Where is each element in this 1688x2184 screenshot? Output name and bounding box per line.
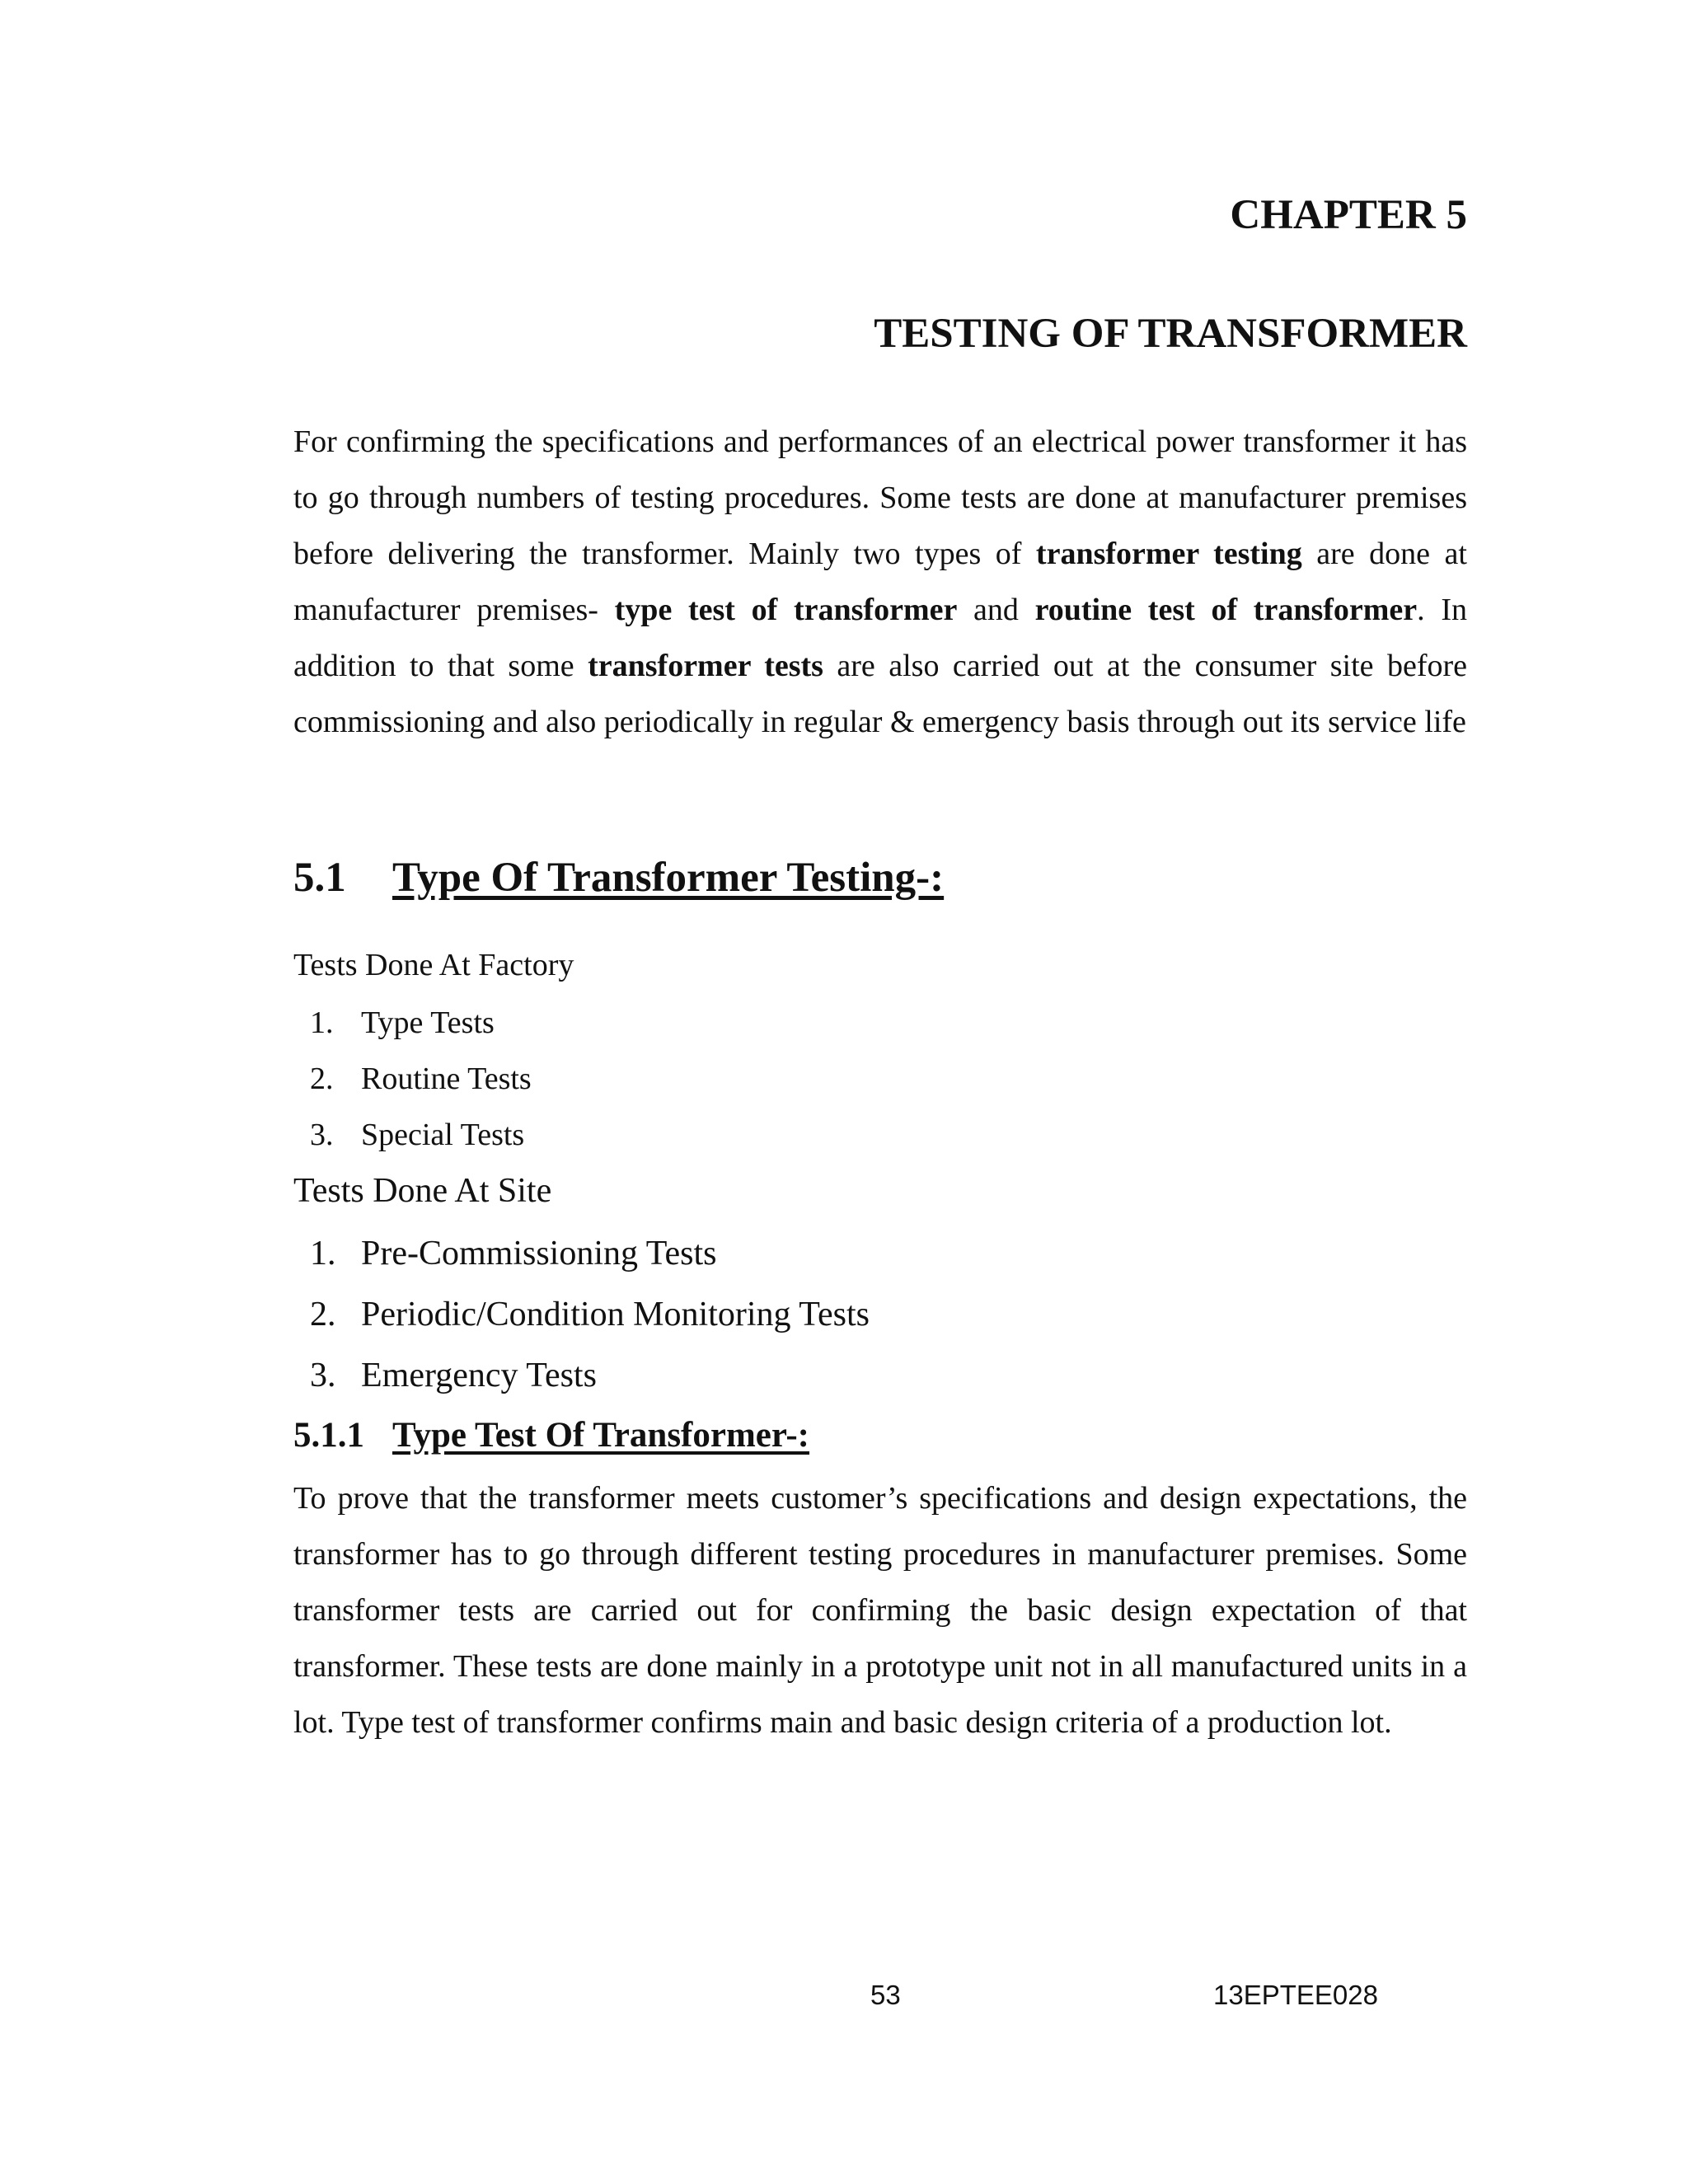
- intro-bold-transformer-tests: transformer tests: [588, 649, 823, 683]
- list-item: [310, 1297, 870, 1358]
- list-item-label: Routine Tests: [361, 1062, 532, 1096]
- list-item: [310, 1007, 532, 1063]
- list-item-label: Special Tests: [361, 1118, 525, 1152]
- section-heading-5-1-1: [293, 1418, 809, 1453]
- intro-text-1: For confirming the specifications and performances of an electrical power transformer it has to go through numbers of testing procedures. Some tests are done at manufacturer premises before delivering the transformer. Mainly two types of: [293, 424, 1467, 571]
- intro-text-5: are also carried out at the consumer site before commissioning and also periodically in regular & emergency basis through out its service life: [293, 649, 1468, 739]
- page-number: 53: [870, 1980, 901, 2010]
- list-item-label: Emergency Tests: [361, 1357, 597, 1394]
- intro-bold-transformer-testing: transformer testing: [1035, 537, 1302, 571]
- site-tests-list: [310, 1236, 870, 1419]
- list-item-label: Type Tests: [361, 1005, 495, 1040]
- list-item-number: 2.: [310, 1296, 336, 1333]
- chapter-title: TESTING OF TRANSFORMER: [874, 311, 1467, 357]
- list-item: [310, 1119, 532, 1175]
- section-title: Type Of Transformer Testing-:: [392, 855, 945, 901]
- intro-text-4: . In addition to that some: [293, 593, 1467, 683]
- intro-bold-type-test: type test of transformer: [614, 593, 958, 627]
- subsection-title: Type Test Of Transformer-:: [392, 1416, 809, 1455]
- site-tests-label: Tests Done At Site: [293, 1172, 552, 1210]
- list-item-label: Periodic/Condition Monitoring Tests: [361, 1296, 870, 1333]
- intro-text-2: are done at manufacturer premises-: [293, 537, 1467, 627]
- list-item-number: 3.: [310, 1357, 336, 1394]
- list-item-number: 3.: [310, 1118, 334, 1152]
- factory-tests-label: Tests Done At Factory: [293, 948, 574, 982]
- list-item-number: 1.: [310, 1235, 336, 1272]
- list-item: [310, 1063, 532, 1119]
- list-item-number: 2.: [310, 1062, 334, 1096]
- section-heading-5-1: [293, 857, 944, 899]
- intro-paragraph: [293, 414, 1467, 750]
- intro-text-3: and: [957, 593, 1035, 627]
- section-number: 5.1: [293, 855, 346, 901]
- intro-bold-routine-test: routine test of transformer: [1034, 593, 1418, 627]
- list-item: [310, 1358, 870, 1419]
- chapter-label: CHAPTER 5: [1230, 192, 1467, 238]
- list-item-number: 1.: [310, 1005, 334, 1040]
- subsection-number: 5.1.1: [293, 1416, 364, 1455]
- type-test-paragraph: To prove that the transformer meets customer’s specifications and design expectations, the transformer has to go through different testing procedures in manufacturer premises. Some transformer tests are carried out for confirming the basic design expectation of that transformer. These tests are done mainly in a prototype unit not in all manufactured units in a lot. Type test of transformer confirms main and basic design criteria of a production lot.: [293, 1481, 1467, 1740]
- list-item-label: Pre-Commissioning Tests: [361, 1235, 717, 1272]
- factory-tests-list: [310, 1007, 532, 1175]
- list-item: [310, 1236, 870, 1297]
- document-id: 13EPTEE028: [1213, 1980, 1378, 2010]
